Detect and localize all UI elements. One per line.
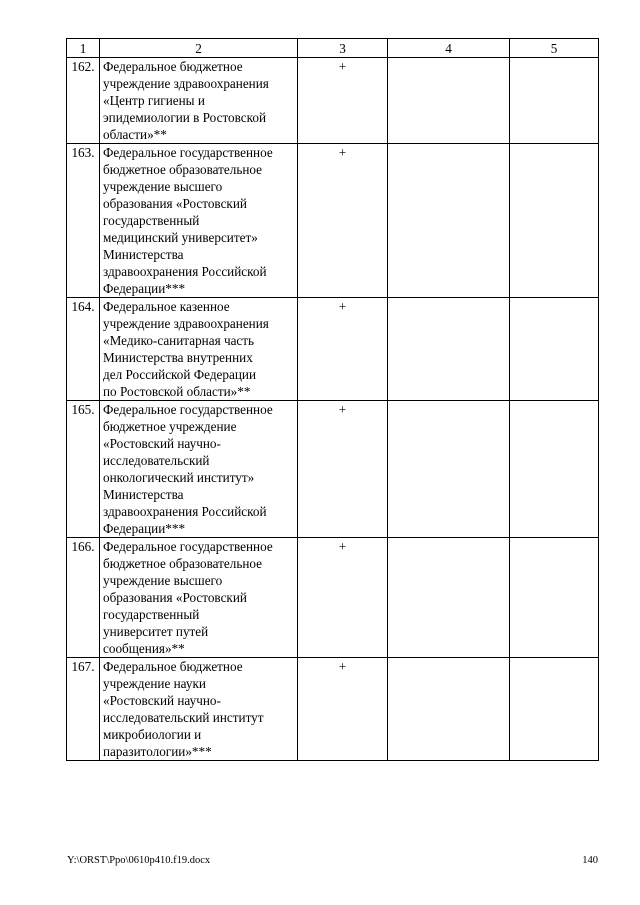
- organization-name-line: микробиологии и: [103, 727, 202, 742]
- organization-name-line: государственный: [103, 213, 200, 228]
- column-5-cell: [510, 298, 599, 401]
- organization-name-line: медицинский университет»: [103, 230, 258, 245]
- organization-name-line: Федеральное бюджетное: [103, 659, 243, 674]
- row-number: 166.: [67, 538, 100, 658]
- column-4-cell: [388, 58, 510, 144]
- organization-name-line: «Центр гигиены и: [103, 93, 205, 108]
- column-3-mark: +: [298, 401, 388, 538]
- column-4-cell: [388, 658, 510, 761]
- row-number: 164.: [67, 298, 100, 401]
- organization-name-line: Федерации***: [103, 521, 186, 536]
- organization-name-line: здравоохранения Российской: [103, 504, 267, 519]
- column-3-mark: +: [298, 58, 388, 144]
- organization-name-line: паразитологии»***: [103, 744, 212, 759]
- header-cell-1: 1: [67, 39, 100, 58]
- table-row: [67, 538, 599, 658]
- table-row: [67, 401, 599, 538]
- row-number: 163.: [67, 144, 100, 298]
- organization-name: [100, 144, 298, 298]
- organization-name-line: по Ростовской области»**: [103, 384, 251, 399]
- organization-name-line: «Медико-санитарная часть: [103, 333, 255, 348]
- column-4-cell: [388, 144, 510, 298]
- organization-name-line: учреждение высшего: [103, 573, 223, 588]
- organization-name-line: Федеральное государственное: [103, 402, 273, 417]
- organization-name-line: области»**: [103, 127, 167, 142]
- table-row: [67, 144, 599, 298]
- organization-name-line: государственный: [103, 607, 200, 622]
- organization-name-line: сообщения»**: [103, 641, 185, 656]
- column-5-cell: [510, 144, 599, 298]
- organization-name-line: Федеральное бюджетное: [103, 59, 243, 74]
- organization-name-line: университет путей: [103, 624, 209, 639]
- footer-page-number: 140: [582, 855, 598, 866]
- organization-name-line: исследовательский: [103, 453, 210, 468]
- organization-name-line: бюджетное образовательное: [103, 556, 263, 571]
- organization-name: [100, 298, 298, 401]
- footer-file-path: Y:\ORST\Ppo\0610p410.f19.docx: [67, 855, 211, 866]
- column-5-cell: [510, 58, 599, 144]
- column-3-mark: +: [298, 144, 388, 298]
- organization-name-line: учреждение науки: [103, 676, 206, 691]
- organization-name: [100, 401, 298, 538]
- organization-name-line: Федеральное государственное: [103, 145, 273, 160]
- table-row: [67, 658, 599, 761]
- table-body: [67, 39, 599, 761]
- organization-name-line: дел Российской Федерации: [103, 367, 257, 382]
- organization-name-line: Федеральное казенное: [103, 299, 230, 314]
- organization-name-line: бюджетное образовательное: [103, 162, 263, 177]
- header-cell-5: 5: [510, 39, 599, 58]
- organization-name: [100, 538, 298, 658]
- table-row: [67, 58, 599, 144]
- column-5-cell: [510, 401, 599, 538]
- column-4-cell: [388, 401, 510, 538]
- organization-name-line: Федеральное государственное: [103, 539, 273, 554]
- organization-name-line: «Ростовский научно-: [103, 436, 221, 451]
- organization-name: [100, 658, 298, 761]
- column-3-mark: +: [298, 658, 388, 761]
- column-3-mark: +: [298, 298, 388, 401]
- column-3-mark: +: [298, 538, 388, 658]
- organization-name-line: онкологический институт»: [103, 470, 255, 485]
- organization-name-line: «Ростовский научно-: [103, 693, 221, 708]
- document-table: [66, 38, 599, 761]
- organization-name-line: учреждение здравоохранения: [103, 76, 269, 91]
- organization-name-line: Министерства: [103, 247, 184, 262]
- organization-name-line: учреждение высшего: [103, 179, 223, 194]
- organization-name-line: здравоохранения Российской: [103, 264, 267, 279]
- row-number: 165.: [67, 401, 100, 538]
- organization-name-line: образования «Ростовский: [103, 590, 247, 605]
- column-5-cell: [510, 658, 599, 761]
- table-header-row: [67, 39, 599, 58]
- organization-name-line: Министерства: [103, 487, 184, 502]
- column-4-cell: [388, 298, 510, 401]
- organization-name-line: исследовательский институт: [103, 710, 264, 725]
- organization-name-line: бюджетное учреждение: [103, 419, 237, 434]
- column-4-cell: [388, 538, 510, 658]
- organization-name-line: Федерации***: [103, 281, 186, 296]
- header-cell-3: 3: [298, 39, 388, 58]
- organization-name-line: Министерства внутренних: [103, 350, 253, 365]
- header-cell-2: 2: [100, 39, 298, 58]
- row-number: 167.: [67, 658, 100, 761]
- organization-name-line: учреждение здравоохранения: [103, 316, 269, 331]
- column-5-cell: [510, 538, 599, 658]
- row-number: 162.: [67, 58, 100, 144]
- organization-name-line: образования «Ростовский: [103, 196, 247, 211]
- header-cell-4: 4: [388, 39, 510, 58]
- organization-name: [100, 58, 298, 144]
- table-row: [67, 298, 599, 401]
- organization-name-line: эпидемиологии в Ростовской: [103, 110, 267, 125]
